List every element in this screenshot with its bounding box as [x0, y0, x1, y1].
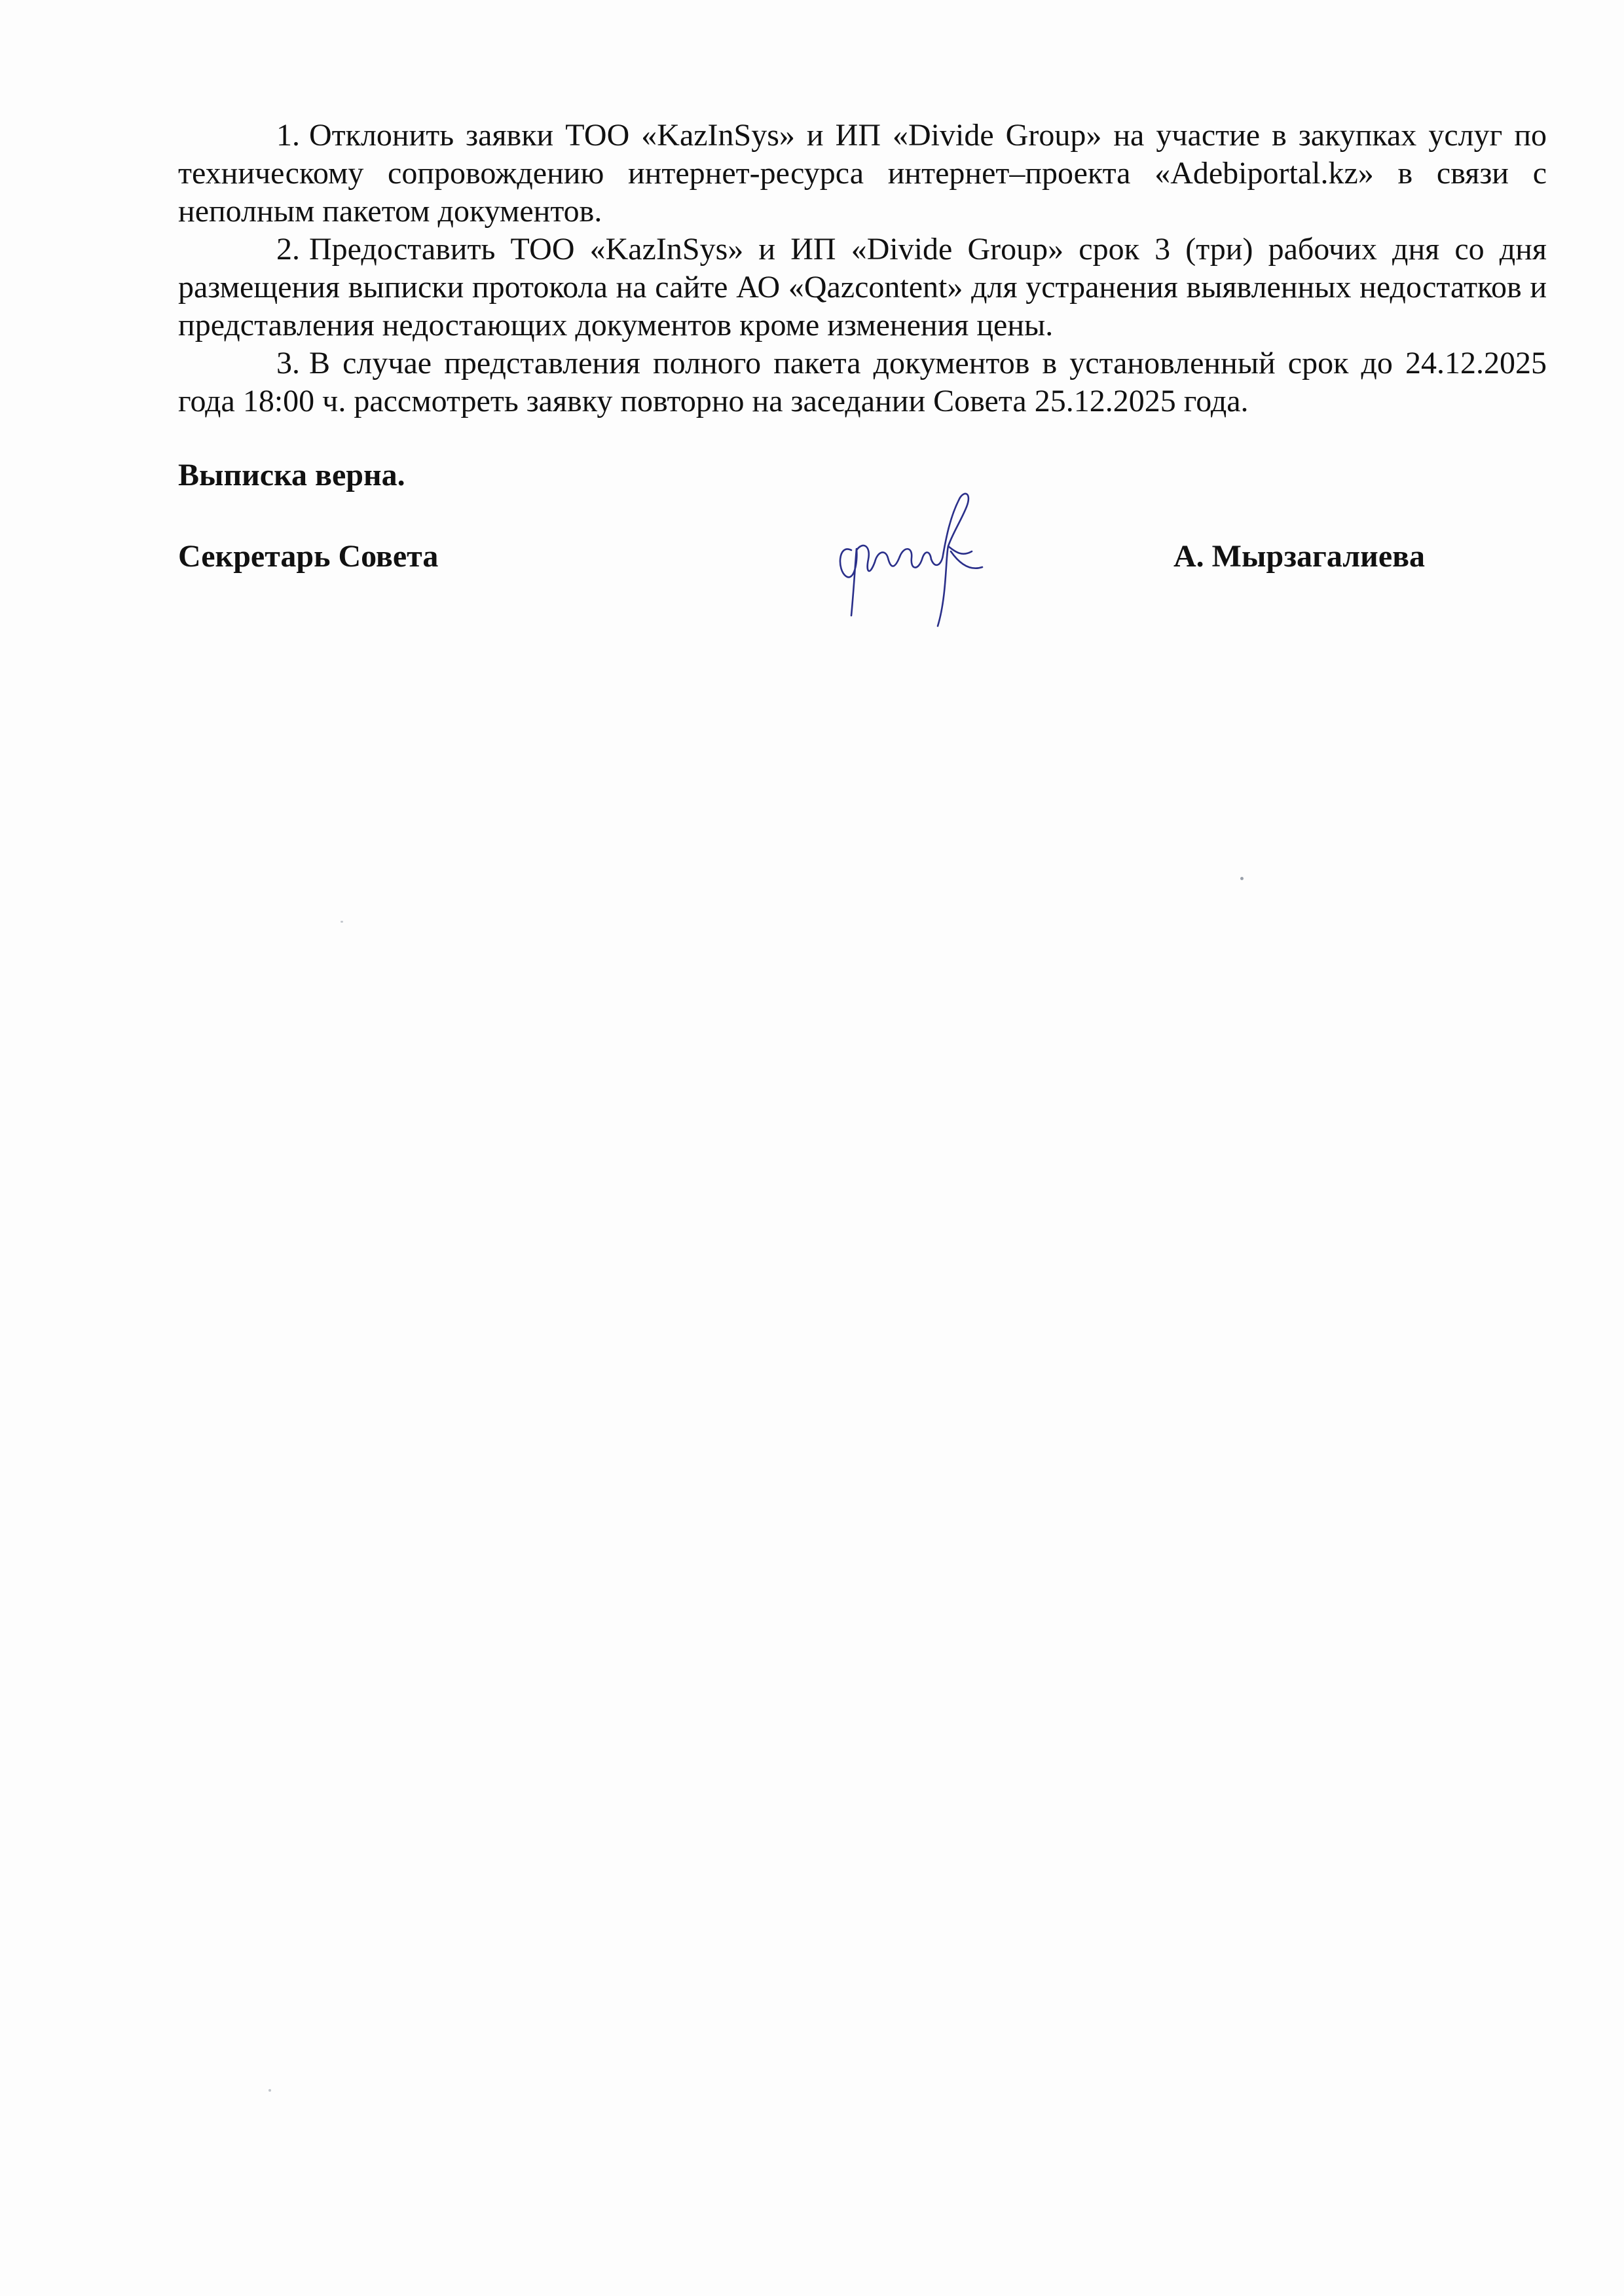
resolution-item-1	[178, 117, 1547, 231]
scan-speck	[268, 2089, 271, 2092]
resolution-item-2	[178, 231, 1547, 344]
item-number: 2.	[276, 232, 300, 267]
handwritten-signature	[832, 478, 1002, 635]
item-text: Предоставить ТОО «KazInSys» и ИП «Divide Group» срок 3 (три) рабочих дня со дня размещения выписки протокола на сайте АО «Qazcontent» для устранения выявленных недостатков и представления недостающих документов кроме изменения цены.	[178, 232, 1547, 343]
item-text: Отклонить заявки ТОО «KazInSys» и ИП «Divide Group» на участие в закупках услуг по техническому сопровождению интернет-ресурса интернет–проекта «Adebiportal.kz» в связи с неполным пакетом документов.	[178, 118, 1547, 229]
signatory-title: Секретарь Совета	[178, 539, 439, 574]
resolution-item-3	[178, 344, 1547, 420]
scan-speck	[341, 921, 343, 923]
item-text: В случае представления полного пакета документов в установленный срок до 24.12.2025 года 18:00 ч. рассмотреть заявку повторно на заседании Совета 25.12.2025 года.	[178, 346, 1547, 418]
extract-verified-note: Выписка верна.	[178, 458, 405, 492]
signatory-name: А. Мырзагалиева	[1173, 539, 1426, 574]
scan-speck	[1240, 877, 1244, 880]
resolution-list	[178, 117, 1547, 420]
item-number: 1.	[276, 118, 300, 153]
item-number: 3.	[276, 346, 300, 380]
